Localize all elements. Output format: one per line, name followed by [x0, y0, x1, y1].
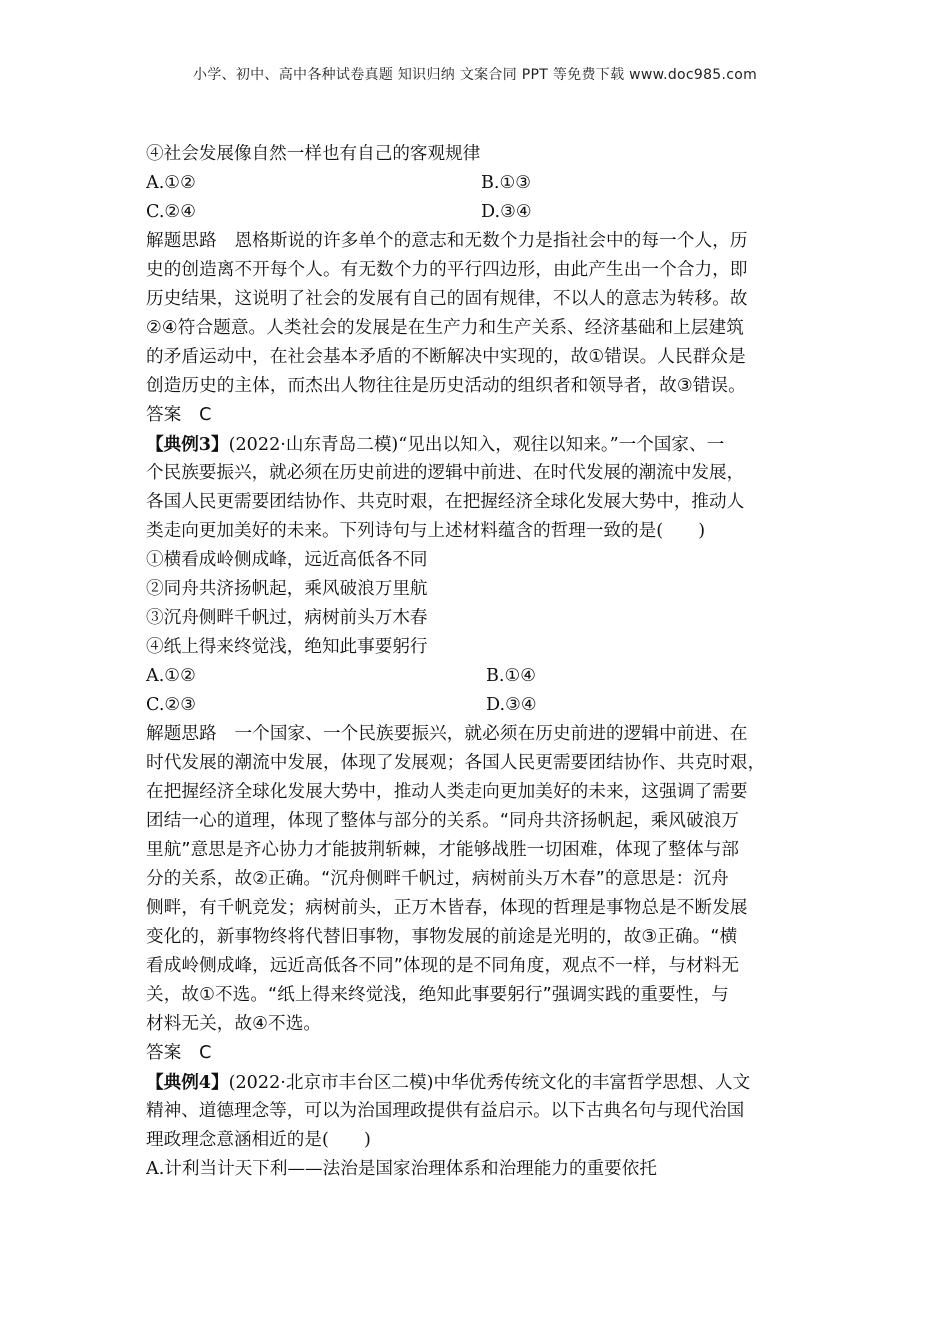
example-4-stem-line: 理政理念意涵相近的是( ) — [146, 1130, 371, 1150]
analysis-line: 侧畔，有千帆竞发；病树前头，正万木皆春，体现的哲理是事物总是不断发展 — [146, 898, 748, 918]
document-body — [146, 140, 810, 1184]
option-a: A.计利当计天下利——法治是国家治理体系和治理能力的重要依托 — [146, 1159, 657, 1179]
analysis-line: 里航”意思是齐心协力才能披荆斩棘，才能够战胜一切困难，体现了整体与部 — [146, 840, 740, 860]
poem-item-1: ①横看成岭侧成峰，远近高低各不同 — [146, 550, 428, 570]
option-b: B.①④ — [486, 666, 537, 686]
answer: 答案 C — [146, 1043, 212, 1063]
option-item-4: ④社会发展像自然一样也有自己的客观规律 — [146, 144, 481, 164]
example-4-stem-line: 中华优秀传统文化的丰富哲学思想、人文 — [433, 1073, 751, 1093]
poem-item-4: ④纸上得来终觉浅，绝知此事要躬行 — [146, 637, 428, 657]
option-d: D.③④ — [481, 202, 532, 222]
analysis-line: 历史结果，这说明了社会的发展有自己的固有规律，不以人的意志为转移。故 — [146, 289, 748, 309]
options-row-2 — [146, 198, 810, 227]
option-c: C.②③ — [146, 695, 196, 715]
option-c: C.②④ — [146, 202, 196, 222]
options-row-1 — [146, 169, 810, 198]
example-3-stem-line: “见出以知入，观往以知来。”一个国家、一 — [398, 435, 725, 455]
example-3-stem-line: 类走向更加美好的未来。下列诗句与上述材料蕴含的哲理一致的是( ) — [146, 521, 706, 541]
analysis-line: 解题思路 一个国家、一个民族要振兴，就必须在历史前进的逻辑中前进、在 — [146, 724, 748, 744]
example-4-header — [146, 1068, 810, 1097]
analysis-line: 时代发展的潮流中发展，体现了发展观；各国人民更需要团结协作、共克时艰， — [146, 753, 766, 773]
analysis-line: 分的关系，故②正确。“沉舟侧畔千帆过，病树前头万木春”的意思是：沉舟 — [146, 869, 729, 889]
example-3-source: (2022·山东青岛二模) — [228, 435, 399, 455]
example-3-stem-line: 个民族要振兴，就必须在历史前进的逻辑中前进、在时代发展的潮流中发展， — [146, 463, 745, 483]
answer: 答案 C — [146, 405, 212, 425]
example-3-tag: 【典例3】 — [146, 434, 229, 455]
analysis-line: 关，故①不选。“纸上得来终觉浅，绝知此事要躬行”强调实践的重要性，与 — [146, 985, 729, 1005]
example-3-header — [146, 430, 810, 459]
poem-item-2: ②同舟共济扬帆起，乘风破浪万里航 — [146, 579, 428, 599]
analysis-line: ②④符合题意。人类社会的发展是在生产力和生产关系、经济基础和上层建筑 — [146, 318, 744, 338]
analysis-line: 变化的，新事物终将代替旧事物，事物发展的前途是光明的，故③正确。“横 — [146, 927, 738, 947]
option-a: A.①② — [146, 173, 196, 193]
page-header: 小学、初中、高中各种试卷真题 知识归纳 文案合同 PPT 等免费下载 www.doc985.com — [192, 67, 758, 83]
example-4-stem-line: 精神、道德理念等，可以为治国理政提供有益启示。以下古典名句与现代治国 — [146, 1101, 745, 1121]
option-d: D.③④ — [486, 695, 537, 715]
analysis-line: 看成岭侧成峰，远近高低各不同”体现的是不同角度，观点不一样，与材料无 — [146, 956, 740, 976]
example-4-tag: 【典例4】 — [146, 1072, 229, 1093]
example-4-source: (2022·北京市丰台区二模) — [228, 1073, 434, 1093]
options-row-1 — [146, 662, 810, 691]
analysis-line: 史的创造离不开每个人。有无数个力的平行四边形，由此产生出一个合力，即 — [146, 260, 748, 280]
options-row-2 — [146, 691, 810, 720]
option-b: B.①③ — [481, 173, 532, 193]
option-a: A.①② — [146, 666, 196, 686]
poem-item-3: ③沉舟侧畔千帆过，病树前头万木春 — [146, 608, 428, 628]
analysis-line: 在把握经济全球化发展大势中，推动人类走向更加美好的未来，这强调了需要 — [146, 782, 748, 802]
analysis-line: 材料无关，故④不选。 — [146, 1014, 322, 1034]
analysis-line: 解题思路 恩格斯说的许多单个的意志和无数个力是指社会中的每一个人，历 — [146, 231, 748, 251]
analysis-line: 的矛盾运动中，在社会基本矛盾的不断解决中实现的，故①错误。人民群众是 — [146, 347, 746, 367]
example-3-stem-line: 各国人民更需要团结协作、共克时艰，在把握经济全球化发展大势中，推动人 — [146, 492, 745, 512]
analysis-line: 创造历史的主体，而杰出人物往往是历史活动的组织者和领导者，故③错误。 — [146, 376, 746, 396]
analysis-line: 团结一心的道理，体现了整体与部分的关系。“同舟共济扬帆起，乘风破浪万 — [146, 811, 740, 831]
